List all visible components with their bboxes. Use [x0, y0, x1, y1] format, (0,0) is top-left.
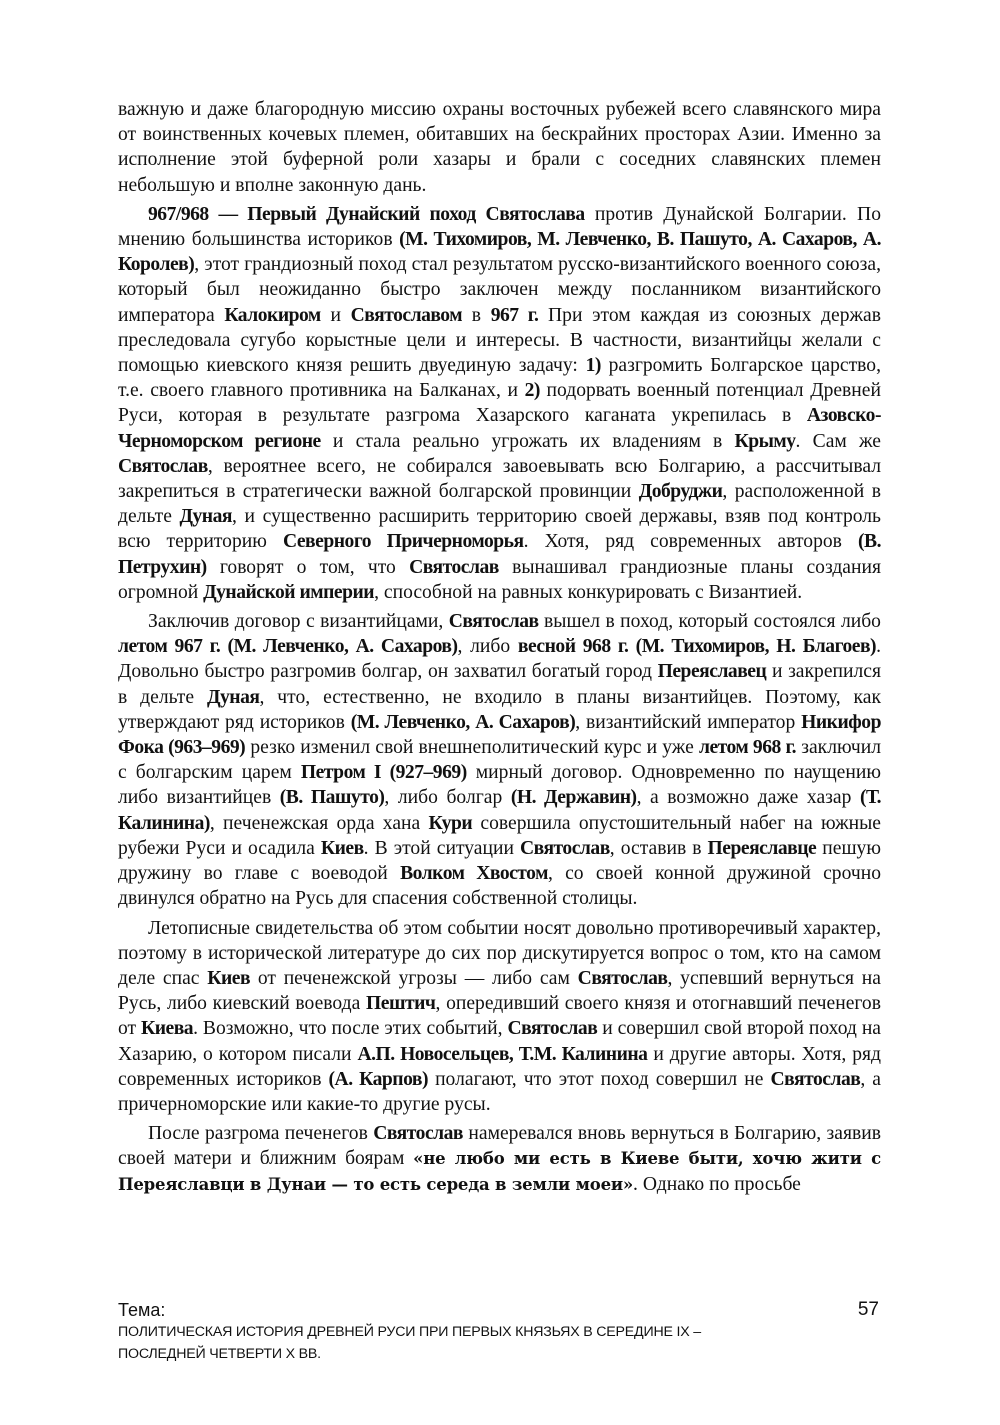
bold-term: Святослав — [519, 837, 610, 859]
bold-term: (М. Левченко, А. Сахаров) — [350, 711, 576, 733]
text-run: вынашивал грандиозные планы создания огромной — [118, 556, 881, 603]
text-run: важную и даже благородную миссию охраны восточных рубежей всего славянского мира от воинственных кочевых племен, обитавших на бескрайних просторах Азии. Именно за исполнение этой буферной роли хазары и брали с соседних славянских племен небольшую и вполне законную дань. — [118, 99, 881, 196]
text-run: в — [462, 304, 491, 326]
bold-term: 967/968 — Первый Дунайский поход Святослава — [148, 203, 585, 225]
text-run: , что, естественно, не входило в планы византийцев. Поэтому, как утверждают ряд историков — [118, 686, 881, 733]
text-run: , способной на равных конкурировать с Византией. — [374, 581, 803, 603]
text-run: , и существенно расширить территорию своей державы, взяв под контроль всю территорию — [118, 506, 881, 553]
page-body-text — [118, 97, 881, 1197]
bold-term: Святослав — [118, 455, 208, 477]
text-run: от печенежской угрозы — либо сам — [250, 967, 578, 989]
bold-term: Святослав — [448, 611, 539, 633]
bold-term: 967 г. — [490, 304, 539, 326]
bold-term: Переяславец — [657, 661, 767, 683]
bold-term: Калокиром — [224, 304, 321, 326]
text-run: и закрепился в дельте — [118, 661, 881, 708]
text-run: , византийский император — [575, 711, 802, 733]
bold-term: Азовско-Черноморском регионе — [118, 405, 881, 452]
paragraph — [118, 97, 881, 198]
bold-term: 2) — [524, 380, 540, 402]
text-run: подорвать военный потенциал Древней Руси, которая в результате разгрома Хазарского каганата укрепилась в — [118, 380, 881, 427]
text-run: заключил с болгарским царем — [118, 737, 881, 784]
text-run: , оставив в — [609, 837, 708, 859]
text-run: . Однако по просьбе — [633, 1173, 801, 1195]
text-run: говорят о том, что — [206, 556, 410, 578]
bold-term: Киев — [207, 967, 251, 989]
text-run: . В этой ситуации — [363, 837, 520, 859]
bold-term: Святослав — [373, 1123, 464, 1145]
text-run: , печенежская орда хана — [209, 812, 429, 834]
text-run: против Дунайской Болгарии. По мнению большинства историков — [118, 203, 881, 251]
text-run: . Возможно, что после этих событий, — [193, 1018, 508, 1040]
bold-term: А.П. Новосельцев, Т.М. Калинина — [357, 1043, 648, 1065]
bold-term: Святославом — [350, 304, 463, 326]
text-run: , расположенной в дельте — [118, 481, 882, 528]
text-run: , а причерноморские или какие-то другие русы. — [118, 1068, 881, 1115]
text-run: пешую дружину во главе с воеводой — [118, 837, 881, 885]
chronicle-quote: «не любо ми есть в Киеве быти, хочю жити с Переяславци в Дунаи — то есть середа в земли моеи» — [118, 1149, 881, 1194]
bold-term: Пештич — [366, 993, 436, 1015]
bold-term: (Т. Калинина) — [118, 787, 881, 834]
bold-term: весной 968 г. (М. Тихомиров, Н. Благоев) — [517, 636, 877, 658]
text-run: , со своей конной дружиной срочно двинулся обратно на Русь для спасения собственной столицы. — [118, 863, 881, 910]
bold-term: летом 967 г. (М. Левченко, А. Сахаров) — [118, 636, 458, 658]
bold-term: (М. Тихомиров, М. Левченко, В. Пашуто, А. Сахаров, А. Королев) — [118, 229, 881, 276]
bold-term: Никифор Фока (963–969) — [118, 711, 882, 759]
bold-term: Святослав — [409, 556, 499, 578]
text-run: При этом каждая из союзных держав преследовала сугубо корыстные цели и интересы. В частности, византийцы желали с помощью киевского князя решить двуединую задачу: — [118, 304, 881, 377]
text-run: и другие авторы. Хотя, ряд современных историков — [118, 1043, 881, 1090]
text-run: Летописные свидетельства об этом событии носят довольно противоречивый характер, поэтому в исторической литературе до сих пор дискутируется вопрос о том, кто на самом деле спас — [118, 917, 881, 989]
bold-term: Святослав — [507, 1018, 598, 1040]
bold-term: Волком Хвостом — [400, 863, 548, 885]
text-run: мирный договор. Одновременно по наущению либо византийцев — [118, 762, 881, 809]
paragraph — [118, 609, 881, 911]
text-run: , либо — [457, 636, 518, 658]
text-run: полагают, что этот поход совершил не — [428, 1068, 771, 1090]
text-run: и стала реально угрожать их владениям в — [320, 430, 735, 452]
page-number: 57 — [857, 1299, 879, 1320]
bold-term: Дуная — [179, 506, 232, 528]
bold-term: Дуная — [207, 686, 260, 708]
text-run: . Сам же — [795, 430, 881, 452]
text-run: резко изменил свой внешнеполитический курс и уже — [245, 737, 699, 759]
footer-theme-title-line-1: ПОЛИТИЧЕСКАЯ ИСТОРИЯ ДРЕВНЕЙ РУСИ ПРИ ПЕРВЫХ КНЯЗЬЯХ В СЕРЕДИНЕ IX – — [118, 1324, 701, 1340]
paragraph — [118, 916, 881, 1118]
bold-term: Переяславце — [707, 837, 817, 859]
text-run: . Довольно быстро разгромив болгар, он захватил богатый город — [118, 636, 881, 683]
bold-term: Добруджи — [638, 481, 723, 503]
bold-term: Киев — [320, 837, 364, 859]
text-run: , опередивший своего князя и отогнавший печенегов от — [118, 993, 881, 1040]
text-run: После разгрома печенегов — [148, 1123, 374, 1145]
text-run: намеревался вновь вернуться в Болгарию, заявив своей матери и ближним боярам — [118, 1123, 882, 1170]
paragraph — [118, 1121, 881, 1197]
text-run: , вероятнее всего, не собирался завоевывать всю Болгарию, а рассчитывал закрепиться в стратегически важной болгарской провинции — [118, 455, 881, 503]
text-run: и — [320, 304, 351, 326]
bold-term: Кури — [428, 812, 473, 834]
page-footer — [118, 1299, 881, 1365]
text-run: и совершил свой второй поход на Хазарию, о котором писали — [118, 1018, 882, 1065]
text-run: Заключив договор с византийцами, — [148, 611, 449, 633]
text-run: , успевший вернуться на Русь, либо киевский воевода — [118, 967, 881, 1015]
bold-term: Петром I (927–969) — [300, 762, 467, 784]
bold-term: Северного Причерноморья — [282, 531, 524, 553]
bold-term: летом 968 г. — [698, 737, 797, 759]
text-run: вышел в поход, который состоялся либо — [538, 611, 881, 633]
footer-theme-label: Тема: — [118, 1300, 166, 1320]
bold-term: (А. Карпов) — [328, 1068, 429, 1090]
bold-term: (Н. Державин) — [510, 787, 637, 809]
bold-term: Святослав — [770, 1068, 861, 1090]
text-run: , либо болгар — [384, 787, 511, 809]
bold-term: (В. Пашуто) — [279, 787, 385, 809]
bold-term: Киева — [141, 1018, 194, 1040]
bold-term: Крыму — [734, 430, 796, 452]
bold-term: 1) — [585, 355, 601, 377]
bold-term: Дунайской империи — [203, 581, 375, 603]
text-run: , этот грандиозный поход стал результатом русско-византийского военного союза, который был неожиданно быстро заключен между посланником византийского императора — [118, 254, 881, 326]
footer-theme-title-line-2: ПОСЛЕДНЕЙ ЧЕТВЕРТИ X ВВ. — [118, 1346, 321, 1362]
paragraph — [118, 202, 881, 605]
bold-term: (В. Петрухин) — [118, 531, 881, 578]
text-run: . Хотя, ряд современных авторов — [523, 531, 858, 553]
bold-term: Святослав — [577, 967, 668, 989]
text-run: совершила опустошительный набег на южные рубежи Руси и осадила — [118, 812, 881, 859]
text-run: , а возможно даже хазар — [636, 787, 860, 809]
text-run: разгромить Болгарское царство, т.е. своего главного противника на Балканах, и — [118, 355, 881, 402]
